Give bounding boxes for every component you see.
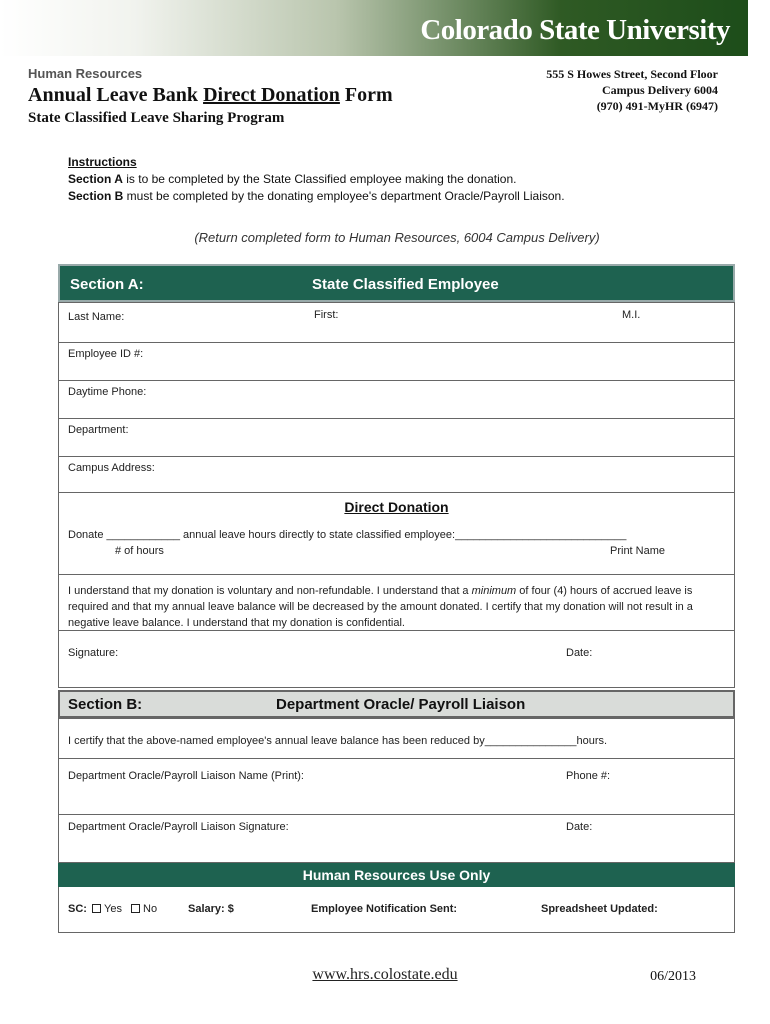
donate-line: Donate ____________ annual leave hours directly to state classified employee:____________________________ <box>68 529 627 541</box>
acknowledgement-text: I understand that my donation is voluntary and non-refundable. I understand that a minimum of four (4) hours of accrued leave is required and that my annual leave balance will be decreased by the amount donated. I certify that my donation will not result in a negative leave balance. I understand that my donation is confidential. <box>68 585 693 629</box>
sc-no-checkbox[interactable] <box>131 904 140 913</box>
liaison-signature-row[interactable] <box>59 815 734 864</box>
employee-notification-label: Employee Notification Sent: <box>311 903 458 915</box>
certify-text: I certify that the above-named employee's annual leave balance has been reduced by_______________hours. <box>68 735 608 747</box>
direct-donation-heading: Direct Donation <box>344 499 449 515</box>
instructions-heading: Instructions <box>68 155 137 169</box>
liaison-name-row[interactable] <box>59 759 734 815</box>
department-label: Department: <box>68 424 129 436</box>
print-name-caption: Print Name <box>610 545 666 557</box>
university-logo: Colorado State University <box>420 14 730 46</box>
first-name-label: First: <box>314 309 339 321</box>
section-a-title: State Classified Employee <box>312 276 499 293</box>
middle-initial-label: M.I. <box>622 309 641 321</box>
date-label: Date: <box>566 647 593 659</box>
instruction-section-a: Section A is to be completed by the State Classified employee making the donation. <box>68 172 517 186</box>
daytime-phone-field[interactable] <box>59 381 734 419</box>
hours-caption: # of hours <box>115 545 164 557</box>
daytime-phone-label: Daytime Phone: <box>68 386 147 398</box>
form-subtitle: State Classified Leave Sharing Program <box>28 110 285 126</box>
section-b-label: Section B: <box>68 696 143 713</box>
revision-date: 06/2013 <box>650 969 696 984</box>
acknowledgement-block <box>59 575 734 631</box>
signature-row[interactable] <box>59 631 734 689</box>
phone-label: Phone #: <box>566 770 611 782</box>
section-b-title: Department Oracle/ Payroll Liaison <box>276 696 526 713</box>
return-note: (Return completed form to Human Resources, 6004 Campus Delivery) <box>194 230 600 245</box>
sc-field: SC: Yes No <box>68 903 158 915</box>
department-field[interactable] <box>59 419 734 457</box>
liaison-name-label: Department Oracle/Payroll Liaison Name (Print): <box>68 770 304 782</box>
direct-donation-block[interactable] <box>59 493 734 575</box>
hr-website-link[interactable]: www.hrs.colostate.edu <box>312 966 458 983</box>
liaison-signature-label: Department Oracle/Payroll Liaison Signature: <box>68 821 289 833</box>
employee-id-field[interactable] <box>59 343 734 381</box>
liaison-date-label: Date: <box>566 821 593 833</box>
instructions <box>68 154 565 205</box>
department-label: Human Resources <box>28 66 143 81</box>
name-row[interactable] <box>59 303 734 343</box>
form-title: Annual Leave Bank Direct Donation Form <box>28 84 393 106</box>
section-b-form <box>58 718 735 863</box>
section-a-header <box>58 264 735 302</box>
spreadsheet-updated-label: Spreadsheet Updated: <box>541 903 658 915</box>
certify-row[interactable] <box>59 719 734 759</box>
section-a-label: Section A: <box>70 276 144 293</box>
hr-use-only-row <box>58 887 735 933</box>
header-banner <box>0 0 748 56</box>
hr-use-only-header: Human Resources Use Only <box>58 863 735 887</box>
salary-label: Salary: $ <box>188 903 234 915</box>
signature-label: Signature: <box>68 647 119 659</box>
hr-address: 555 S Howes Street, Second Floor Campus Delivery 6004 (970) 491-MyHR (6947) <box>546 67 718 113</box>
sc-yes-checkbox[interactable] <box>92 904 101 913</box>
campus-address-label: Campus Address: <box>68 462 155 474</box>
section-b-header <box>58 690 735 718</box>
last-name-label: Last Name: <box>68 311 125 323</box>
instruction-section-b: Section B must be completed by the donating employee's department Oracle/Payroll Liaison. <box>68 189 565 203</box>
campus-address-field[interactable] <box>59 457 734 493</box>
employee-id-label: Employee ID #: <box>68 348 144 360</box>
section-a-form <box>58 302 735 688</box>
